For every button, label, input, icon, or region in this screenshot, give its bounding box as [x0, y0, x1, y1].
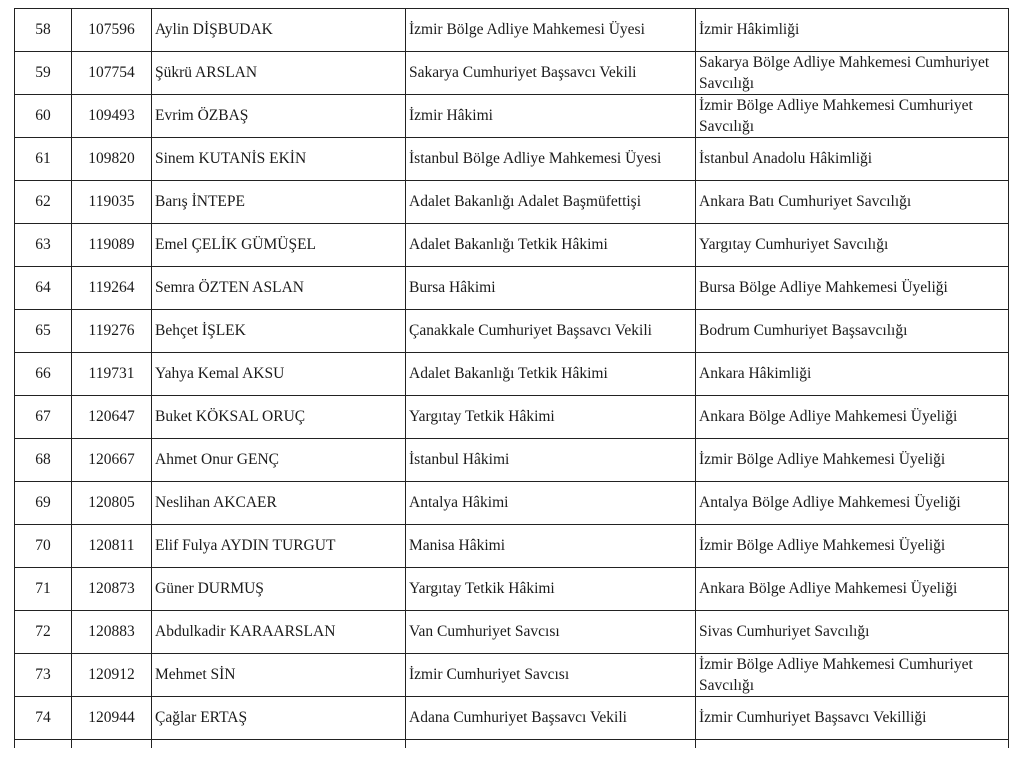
table-row: [15, 224, 1009, 267]
current-position-cell: Çanakkale Cumhuriyet Başsavcı Vekili: [406, 310, 696, 353]
table-row: [15, 52, 1009, 95]
name-cell: Behçet İŞLEK: [152, 310, 406, 353]
new-position-cell: İzmir Hâkimliği: [696, 9, 1009, 52]
new-position-cell: Ankara Bölge Adliye Mahkemesi Üyeliği: [696, 396, 1009, 439]
registry-number-cell: 119035: [72, 181, 152, 224]
name-cell: Neslihan AKCAER: [152, 482, 406, 525]
name-cell: Abdulkadir KARAARSLAN: [152, 611, 406, 654]
row-number-cell: 73: [15, 654, 72, 697]
appointments-table: [14, 8, 1009, 748]
registry-number-cell: 120944: [72, 697, 152, 740]
current-position-cell: Adalet Bakanlığı Adalet Başmüfettişi: [406, 181, 696, 224]
row-number-cell: 65: [15, 310, 72, 353]
current-position-cell: Antalya Hâkimi: [406, 482, 696, 525]
registry-number-cell: 119264: [72, 267, 152, 310]
registry-number-cell: 119089: [72, 224, 152, 267]
new-position-cell: Yargıtay Cumhuriyet Savcılığı: [696, 224, 1009, 267]
name-cell: Çağlar ERTAŞ: [152, 697, 406, 740]
row-number-cell: 58: [15, 9, 72, 52]
row-number-cell: 60: [15, 95, 72, 138]
row-number-cell: 61: [15, 138, 72, 181]
new-position-cell: İzmir Bölge Adliye Mahkemesi Cumhuriyet Savcılığı: [696, 654, 1009, 697]
current-position-cell: İzmir Bölge Adliye Mahkemesi Üyesi: [406, 9, 696, 52]
current-position-cell: İzmir Hâkimi: [406, 95, 696, 138]
row-number-cell: 62: [15, 181, 72, 224]
current-position-cell: Adalet Bakanlığı Tetkik Hâkimi: [406, 353, 696, 396]
name-cell: Aylin DİŞBUDAK: [152, 9, 406, 52]
table-continuation-row: [15, 740, 1009, 749]
registry-number-cell: 107754: [72, 52, 152, 95]
row-number-cell: 59: [15, 52, 72, 95]
registry-number-cell: 109493: [72, 95, 152, 138]
registry-number-cell: 119731: [72, 353, 152, 396]
current-position-cell: Yargıtay Tetkik Hâkimi: [406, 568, 696, 611]
name-cell: Mehmet SİN: [152, 654, 406, 697]
new-position-cell: İzmir Cumhuriyet Başsavcı Vekilliği: [696, 697, 1009, 740]
new-position-cell: İzmir Bölge Adliye Mahkemesi Üyeliği: [696, 439, 1009, 482]
registry-number-cell: 120883: [72, 611, 152, 654]
table-row: [15, 181, 1009, 224]
table-row: [15, 654, 1009, 697]
row-number-cell: 68: [15, 439, 72, 482]
registry-number-cell: 120811: [72, 525, 152, 568]
current-position-cell: Yargıtay Tetkik Hâkimi: [406, 396, 696, 439]
new-position-cell: Ankara Hâkimliği: [696, 353, 1009, 396]
row-number-cell: 69: [15, 482, 72, 525]
name-cell: Evrim ÖZBAŞ: [152, 95, 406, 138]
new-position-cell: Bodrum Cumhuriyet Başsavcılığı: [696, 310, 1009, 353]
new-position-cell: İstanbul Anadolu Hâkimliği: [696, 138, 1009, 181]
name-cell: Barış İNTEPE: [152, 181, 406, 224]
row-number-cell: 70: [15, 525, 72, 568]
appointments-table-body: [15, 8, 1009, 748]
name-cell: Şükrü ARSLAN: [152, 52, 406, 95]
current-position-cell: Adana Cumhuriyet Başsavcı Vekili: [406, 697, 696, 740]
new-position-cell: Bursa Bölge Adliye Mahkemesi Üyeliği: [696, 267, 1009, 310]
name-cell: Ahmet Onur GENÇ: [152, 439, 406, 482]
row-number-cell: 63: [15, 224, 72, 267]
name-cell: Yahya Kemal AKSU: [152, 353, 406, 396]
current-position-cell: Sakarya Cumhuriyet Başsavcı Vekili: [406, 52, 696, 95]
table-row: [15, 396, 1009, 439]
table-row: [15, 568, 1009, 611]
name-cell: Semra ÖZTEN ASLAN: [152, 267, 406, 310]
new-position-cell: İzmir Bölge Adliye Mahkemesi Cumhuriyet Savcılığı: [696, 95, 1009, 138]
current-position-cell: Manisa Hâkimi: [406, 525, 696, 568]
table-row: [15, 267, 1009, 310]
new-position-cell: İzmir Bölge Adliye Mahkemesi Üyeliği: [696, 525, 1009, 568]
new-position-cell: Antalya Bölge Adliye Mahkemesi Üyeliği: [696, 482, 1009, 525]
registry-number-cell: 120805: [72, 482, 152, 525]
new-position-cell: Sakarya Bölge Adliye Mahkemesi Cumhuriyet Savcılığı: [696, 52, 1009, 95]
table-row: [15, 353, 1009, 396]
current-position-cell: İstanbul Bölge Adliye Mahkemesi Üyesi: [406, 138, 696, 181]
name-cell: Güner DURMUŞ: [152, 568, 406, 611]
current-position-cell: Bursa Hâkimi: [406, 267, 696, 310]
current-position-cell: İzmir Cumhuriyet Savcısı: [406, 654, 696, 697]
registry-number-cell: 120647: [72, 396, 152, 439]
row-number-cell: 67: [15, 396, 72, 439]
name-cell: Elif Fulya AYDIN TURGUT: [152, 525, 406, 568]
new-position-cell: Sivas Cumhuriyet Savcılığı: [696, 611, 1009, 654]
table-row: [15, 439, 1009, 482]
row-number-cell: 72: [15, 611, 72, 654]
table-row: [15, 310, 1009, 353]
registry-number-cell: 109820: [72, 138, 152, 181]
registry-number-cell: 120667: [72, 439, 152, 482]
table-row: [15, 138, 1009, 181]
registry-number-cell: 119276: [72, 310, 152, 353]
table-row: [15, 95, 1009, 138]
registry-number-cell: 120912: [72, 654, 152, 697]
table-row: [15, 525, 1009, 568]
registry-number-cell: 107596: [72, 9, 152, 52]
table-row: [15, 697, 1009, 740]
new-position-cell: Ankara Bölge Adliye Mahkemesi Üyeliği: [696, 568, 1009, 611]
table-row: [15, 611, 1009, 654]
name-cell: Buket KÖKSAL ORUÇ: [152, 396, 406, 439]
current-position-cell: İstanbul Hâkimi: [406, 439, 696, 482]
registry-number-cell: 120873: [72, 568, 152, 611]
row-number-cell: 71: [15, 568, 72, 611]
row-number-cell: 66: [15, 353, 72, 396]
current-position-cell: Van Cumhuriyet Savcısı: [406, 611, 696, 654]
name-cell: Sinem KUTANİS EKİN: [152, 138, 406, 181]
table-row: [15, 482, 1009, 525]
current-position-cell: Adalet Bakanlığı Tetkik Hâkimi: [406, 224, 696, 267]
new-position-cell: Ankara Batı Cumhuriyet Savcılığı: [696, 181, 1009, 224]
name-cell: Emel ÇELİK GÜMÜŞEL: [152, 224, 406, 267]
row-number-cell: 64: [15, 267, 72, 310]
table-row: [15, 9, 1009, 52]
row-number-cell: 74: [15, 697, 72, 740]
